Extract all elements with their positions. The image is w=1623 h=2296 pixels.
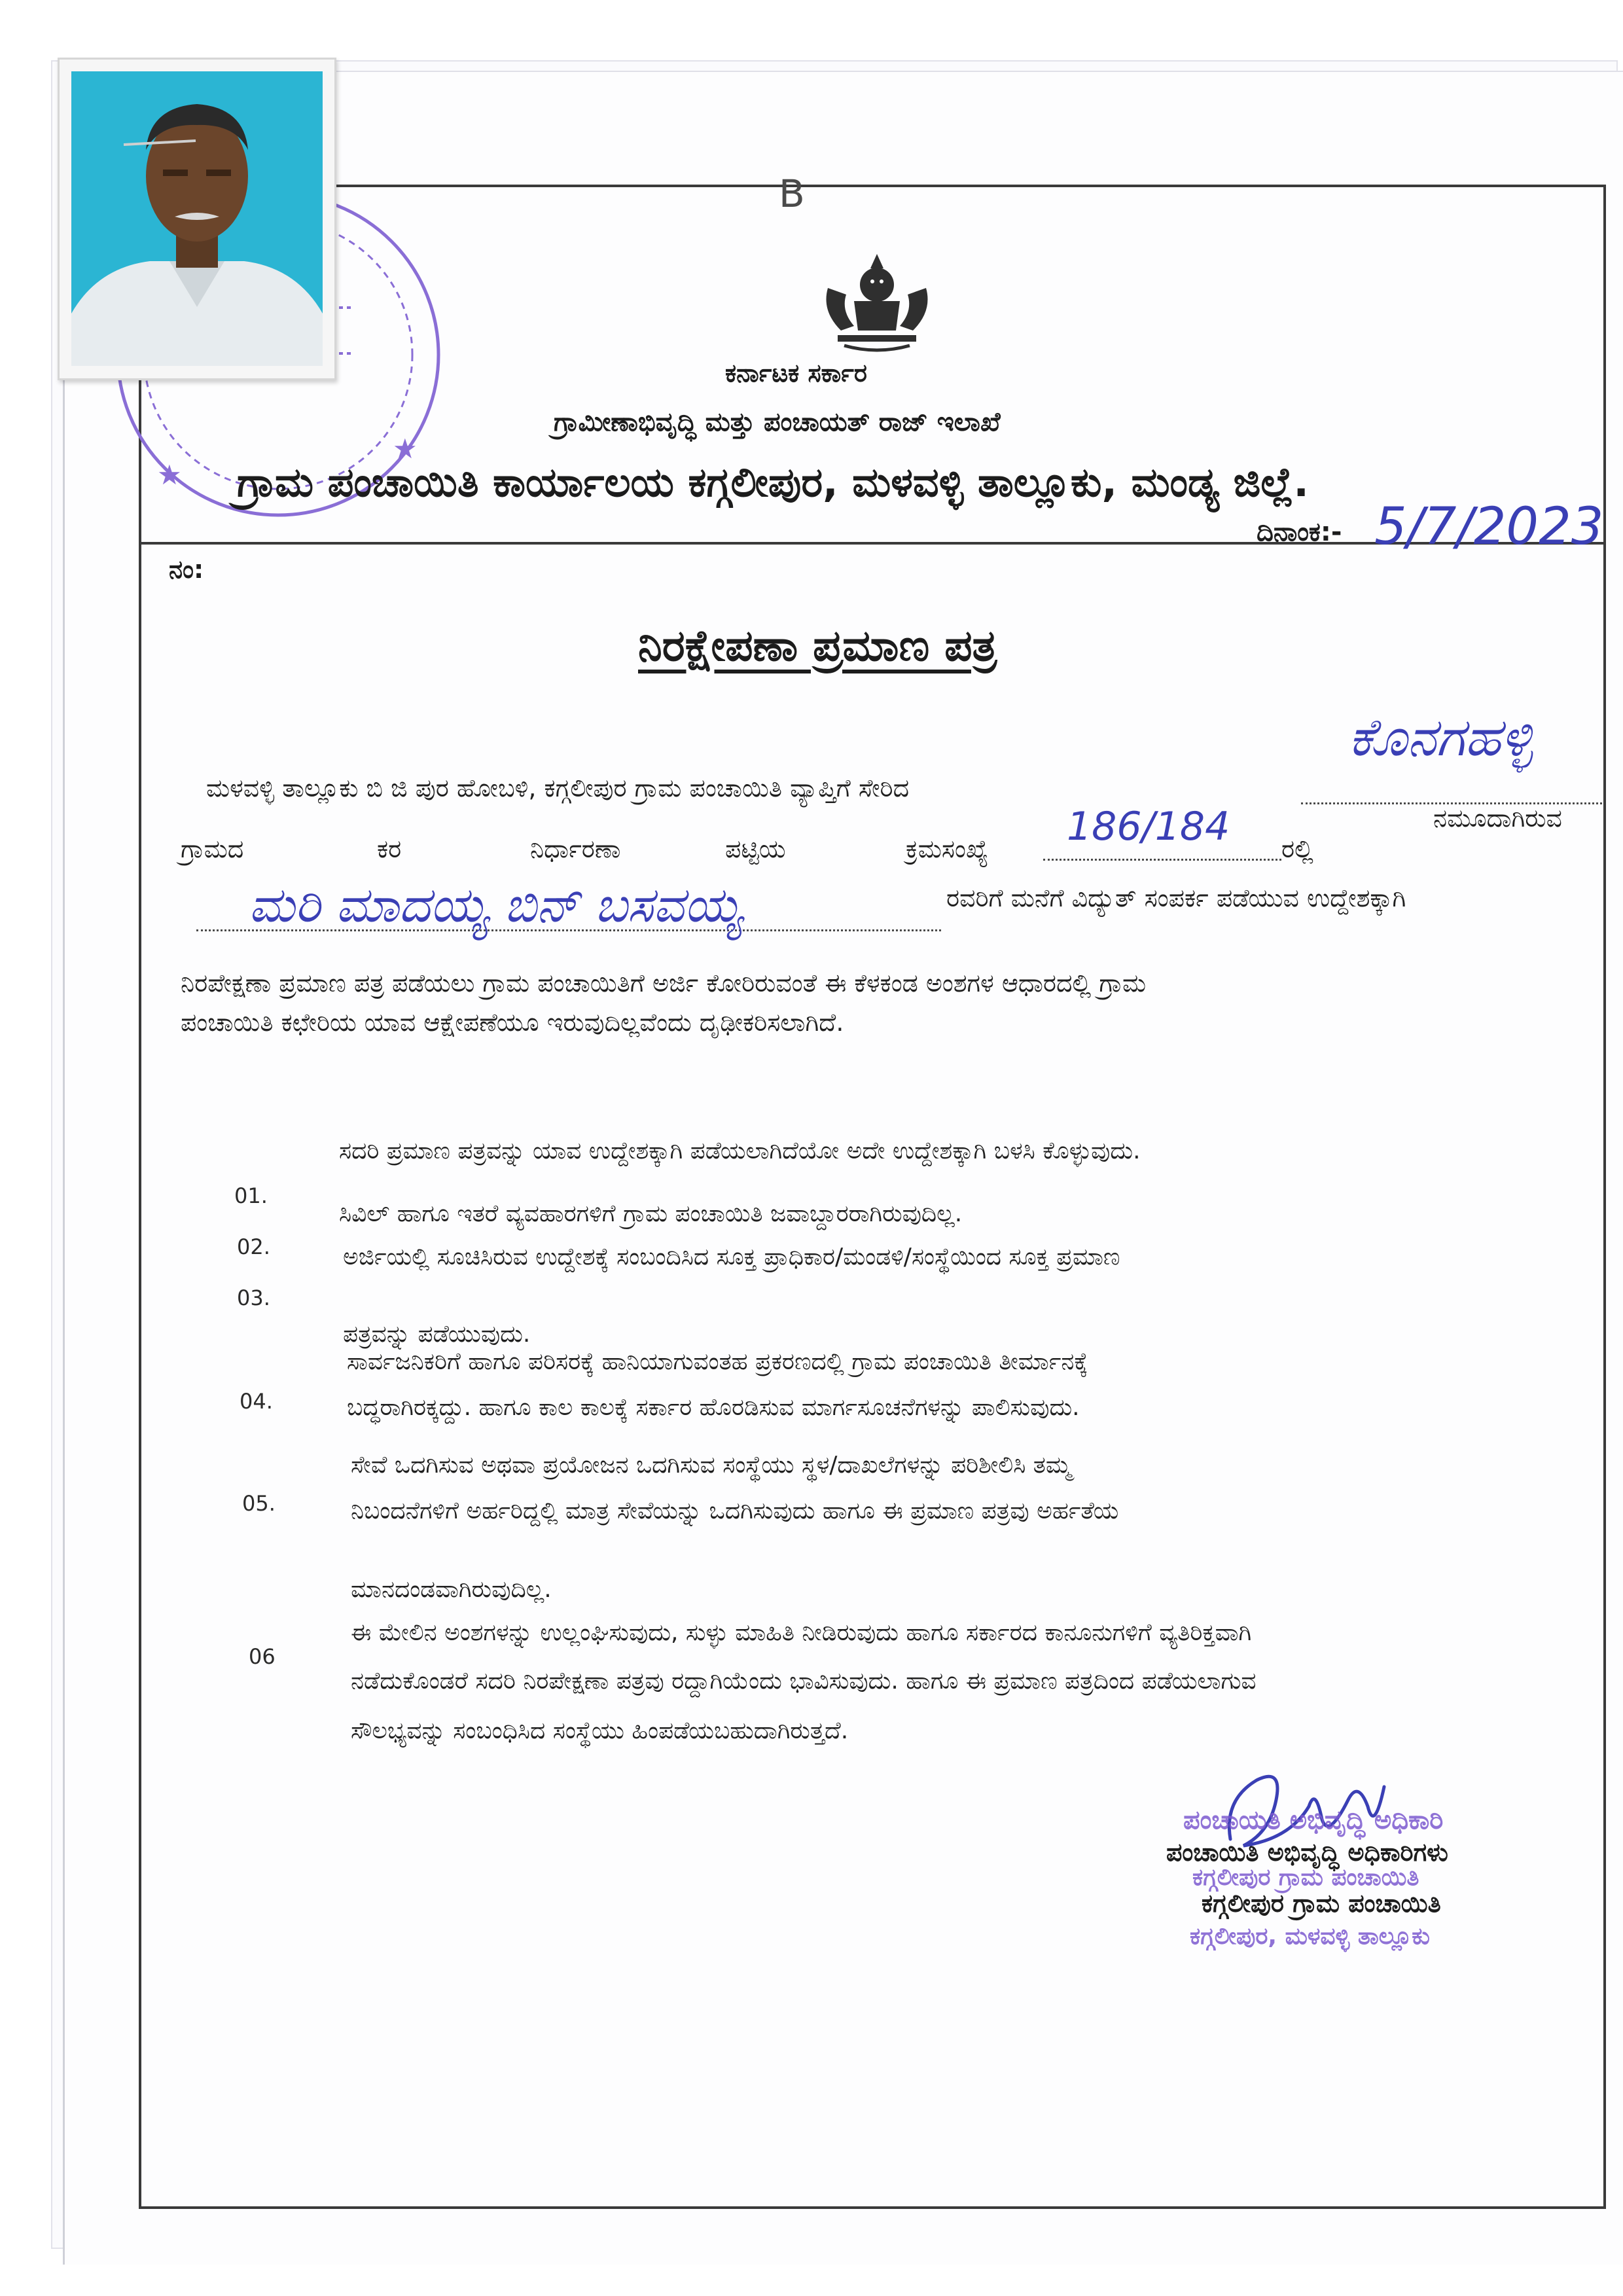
condition-number: 04. [240, 1389, 273, 1414]
condition-text: ಅರ್ಜಿಯಲ್ಲಿ ಸೂಚಿಸಿರುವ ಉದ್ದೇಶಕ್ಕೆ ಸಂಬಂದಿಸಿದ ಸೂಕ್ತ ಪ್ರಾಧಿಕಾರ/ಮಂಡಳಿ/ಸಂಸ್ಥೆಯಿಂದ ಸೂಕ್ತ ಪ್ರಮಾಣ [343, 1244, 1120, 1270]
stamp-officer-title: ಪಂಚಾಯತಿ ಅಭಿವೃದ್ಧಿ ಅಧಿಕಾರಿ [1183, 1805, 1444, 1835]
date-label: ದಿನಾಂಕ:- [1257, 517, 1342, 547]
body-word-entered: ನಮೂದಾಗಿರುವ [1433, 804, 1562, 833]
body-word-assessment: ನಿರ್ಧಾರಣಾ [530, 834, 621, 863]
svg-text:★: ★ [157, 459, 182, 491]
body-line-3: ರವರಿಗೆ ಮನೆಗೆ ವಿದ್ಯುತ್ ಸಂಪರ್ಕ ಪಡೆಯುವ ಉದ್ದೇಶಕ್ಕಾಗಿ [946, 884, 1406, 912]
condition-text: ಸದರಿ ಪ್ರಮಾಣ ಪತ್ರವನ್ನು ಯಾವ ಉದ್ದೇಶಕ್ಕಾಗಿ ಪಡೆಯಲಾಗಿದೆಯೋ ಅದೇ ಉದ್ದೇಶಕ್ಕಾಗಿ ಬಳಸಿ ಕೊಳ್ಳುವುದು. [339, 1138, 1141, 1164]
condition-text: ಪತ್ರವನ್ನು ಪಡೆಯುವುದು. [343, 1321, 531, 1348]
condition-number: 01. [234, 1183, 268, 1208]
condition-number: 06 [249, 1644, 276, 1669]
serial-handwritten: 186/184 [1067, 804, 1230, 850]
condition-text: ಸಾರ್ವಜನಿಕರಿಗೆ ಹಾಗೂ ಪರಿಸರಕ್ಕೆ ಹಾನಿಯಾಗುವಂತಹ ಪ್ರಕರಣದಲ್ಲಿ ಗ್ರಾಮ ಪಂಚಾಯಿತಿ ತೀರ್ಮಾನಕ್ಕೆ [347, 1348, 1088, 1375]
body-word-tax: ಕರ [377, 834, 402, 863]
condition-text: ನಡೆದುಕೊಂಡರೆ ಸದರಿ ನಿರಪೇಕ್ಷಣಾ ಪತ್ರವು ರದ್ದಾಗಿಯೆಂದು ಭಾವಿಸುವುದು. ಹಾಗೂ ಈ ಪ್ರಮಾಣ ಪತ್ರದಿಂದ ಪಡೆಯಲಾಗುವ [351, 1668, 1257, 1695]
body-word-in: ರಲ್ಲಿ [1281, 834, 1313, 863]
condition-text: ಸೌಲಭ್ಯವನ್ನು ಸಂಬಂಧಿಸಿದ ಸಂಸ್ಥೆಯು ಹಿಂಪಡೆಯಬಹುದಾಗಿರುತ್ತದೆ. [351, 1717, 849, 1744]
condition-text: ಬದ್ಧರಾಗಿರಕ್ಕದ್ದು. ಹಾಗೂ ಕಾಲ ಕಾಲಕ್ಕೆ ಸರ್ಕಾರ ಹೊರಡಿಸುವ ಮಾರ್ಗಸೂಚನೆಗಳನ್ನು ಪಾಲಿಸುವುದು. [347, 1394, 1080, 1421]
serial-dotted-line [1043, 859, 1281, 861]
govt-name: ಕರ್ನಾಟಕ ಸರ್ಕಾರ [725, 359, 867, 387]
body-word-village: ಗ್ರಾಮದ [181, 834, 244, 863]
body-line-4: ನಿರಪೇಕ್ಷಣಾ ಪ್ರಮಾಣ ಪತ್ರ ಪಡೆಯಲು ಗ್ರಾಮ ಪಂಚಾಯಿತಿಗೆ ಅರ್ಜಿ ಕೋರಿರುವಂತೆ ಈ ಕೆಳಕಂಡ ಅಂಶಗಳ ಆಧಾರದಲ್ಲಿ ಗ್ರಾಮ [181, 969, 1147, 997]
date-value: 5/7/2023 [1374, 497, 1604, 556]
panchayat-name: ಕಗ್ಗಲೀಪುರ ಗ್ರಾಮ ಪಂಚಾಯಿತಿ [1202, 1889, 1441, 1918]
condition-text: ಸಿವಿಲ್ ಹಾಗೂ ಇತರೆ ವ್ಯವಹಾರಗಳಿಗೆ ಗ್ರಾಮ ಪಂಚಾಯಿತಿ ಜವಾಬ್ದಾರರಾಗಿರುವುದಿಲ್ಲ. [339, 1200, 963, 1227]
condition-text: ಸೇವೆ ಒದಗಿಸುವ ಅಥವಾ ಪ್ರಯೋಜನ ಒದಗಿಸುವ ಸಂಸ್ಥೆಯು ಸ್ಥಳ/ದಾಖಲೆಗಳನ್ನು ಪರಿಶೀಲಿಸಿ ತಮ್ಮ [351, 1452, 1071, 1479]
condition-number: 03. [237, 1285, 270, 1310]
condition-number: 05. [242, 1491, 276, 1516]
stamp-place: ಕಗ್ಗಲೀಪುರ, ಮಳವಳ್ಳಿ ತಾಲ್ಲೂಕು [1190, 1923, 1430, 1950]
department-name: ಗ್ರಾಮೀಣಾಭಿವೃದ್ಧಿ ಮತ್ತು ಪಂಚಾಯತ್ ರಾಜ್ ಇಲಾಖೆ [554, 407, 1001, 437]
body-line-5: ಪಂಚಾಯಿತಿ ಕಛೇರಿಯ ಯಾವ ಆಕ್ಷೇಪಣೆಯೂ ಇರುವುದಿಲ್ಲವೆಂದು ದೃಢೀಕರಿಸಲಾಗಿದೆ. [181, 1008, 844, 1037]
body-word-serial: ಕ್ರಮಸಂಖ್ಯೆ [906, 834, 989, 863]
body-word-list: ಪಟ್ಟಿಯ [725, 834, 786, 863]
condition-text: ನಿಬಂದನೆಗಳಿಗೆ ಅರ್ಹರಿದ್ದಲ್ಲಿ ಮಾತ್ರ ಸೇವೆಯನ್ನು ಒದಗಿಸುವುದು ಹಾಗೂ ಈ ಪ್ರಮಾಣ ಪತ್ರವು ಅರ್ಹತೆಯ [351, 1498, 1119, 1524]
top-letter-mark: B [779, 171, 805, 216]
number-label: ನಂ: [169, 555, 204, 584]
condition-number: 02. [237, 1234, 270, 1259]
condition-text: ಮಾನದಂಡವಾಗಿರುವುದಿಲ್ಲ. [351, 1576, 552, 1603]
applicant-name-handwritten: ಮರಿ ಮಾದಯ್ಯ ಬಿನ್ ಬಸವಯ್ಯ [249, 877, 743, 933]
body-line-1: ಮಳವಳ್ಳಿ ತಾಲ್ಲೂಕು ಬಿ ಜಿ ಪುರ ಹೋಬಳಿ, ಕಗ್ಗಲೀಪುರ ಗ್ರಾಮ ಪಂಚಾಯಿತಿ ವ್ಯಾಪ್ತಿಗೆ ಸೇರಿದ [206, 774, 910, 802]
state-emblem-icon [815, 249, 939, 360]
certificate-title: ನಿರಕ್ಷೇಪಣಾ ಪ್ರಮಾಣ ಪತ್ರ [638, 620, 997, 671]
officer-title: ಪಂಚಾಯಿತಿ ಅಭಿವೃದ್ಧಿ ಅಧಿಕಾರಿಗಳು [1166, 1838, 1448, 1867]
village-handwritten: ಕೊನಗಹಳ್ಳಿ [1348, 707, 1533, 768]
stamp-panchayat-name: ಕಗ್ಗಲೀಪುರ ಗ್ರಾಮ ಪಂಚಾಯಿತಿ [1192, 1864, 1419, 1891]
office-name: ಗ್ರಾಮ ಪಂಚಾಯಿತಿ ಕಾರ್ಯಾಲಯ ಕಗ್ಗಲೀಪುರ, ಮಳವಳ್ಳಿ ತಾಲ್ಲೂಕು, ಮಂಡ್ಯ ಜಿಲ್ಲೆ. [237, 458, 1309, 506]
condition-text: ಈ ಮೇಲಿನ ಅಂಶಗಳನ್ನು ಉಲ್ಲಂಘಿಸುವುದು, ಸುಳ್ಳು ಮಾಹಿತಿ ನೀಡಿರುವುದು ಹಾಗೂ ಸರ್ಕಾರದ ಕಾನೂನುಗಳಿಗೆ ವ್ಯತಿರಿಕ್ತವಾಗಿ [351, 1619, 1252, 1646]
svg-text:★: ★ [393, 433, 418, 465]
applicant-photo [58, 58, 336, 380]
